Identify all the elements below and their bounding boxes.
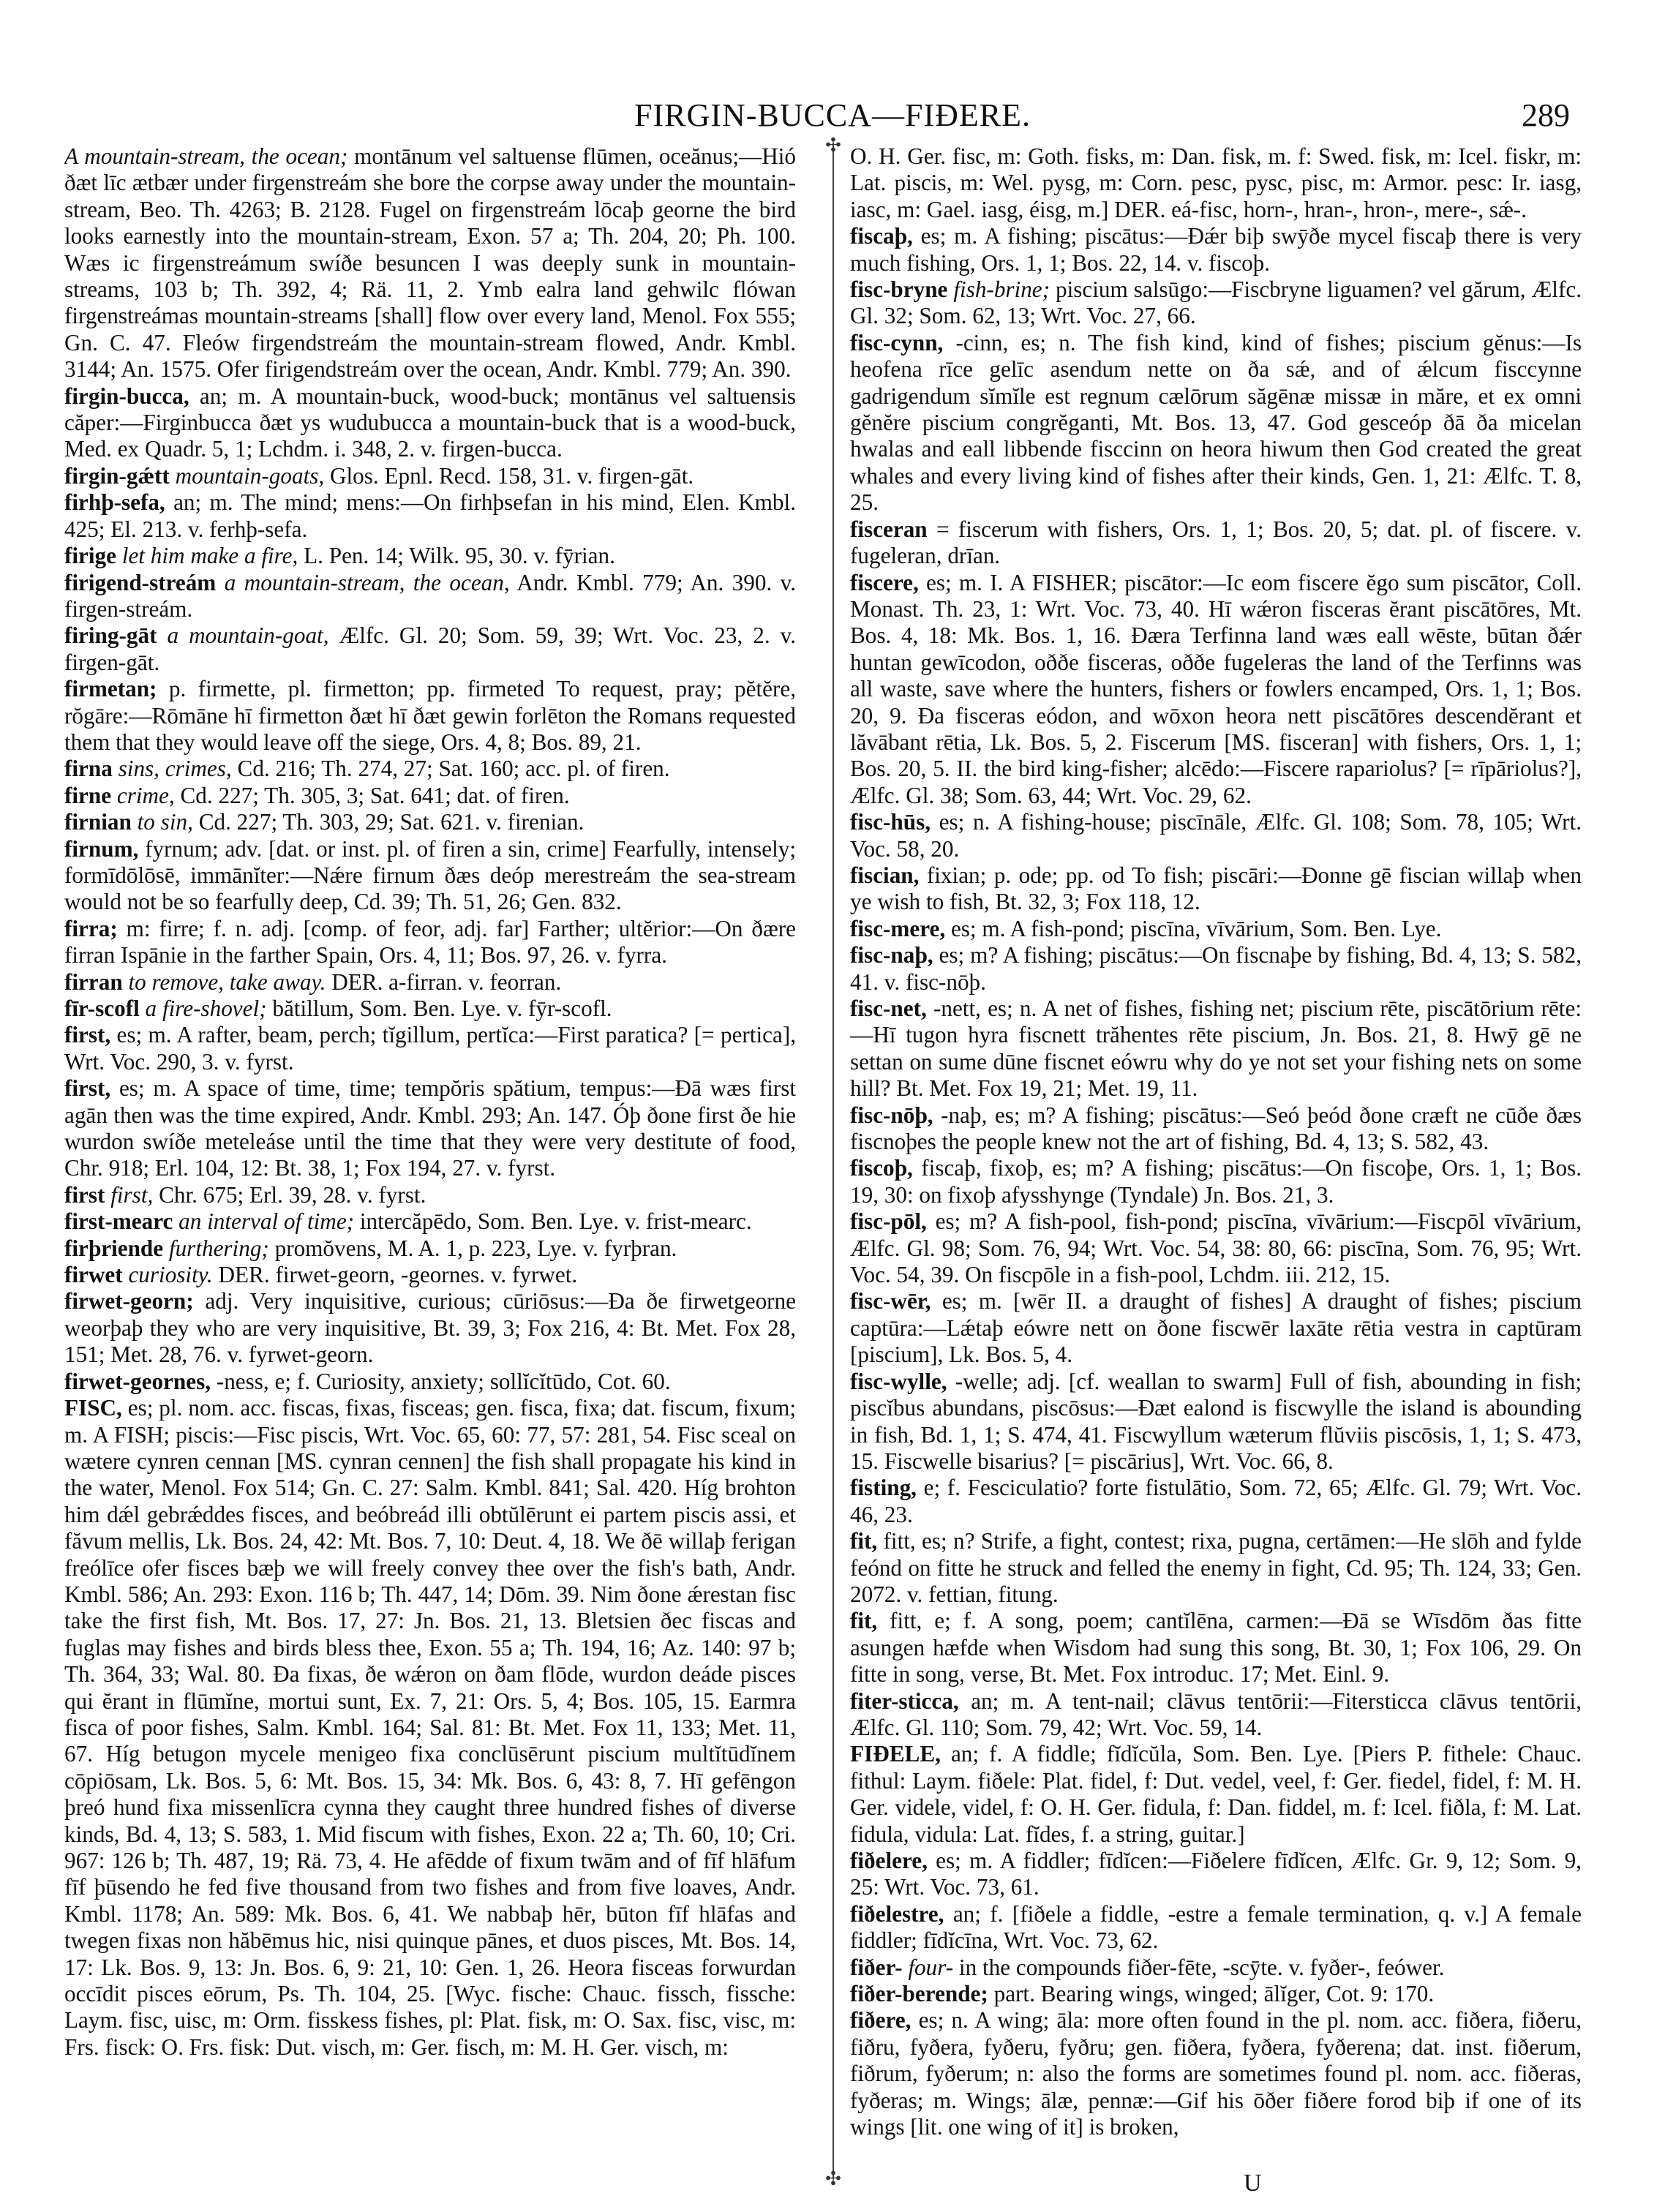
dictionary-entry: [64, 916, 796, 969]
entry-body: part. Bearing wings, winged; ālĭger, Cot. 9: 170.: [988, 1981, 1435, 2007]
divider-ornament-bottom: ✣: [825, 2168, 841, 2189]
headword: fit,: [850, 1528, 878, 1554]
dictionary-entry: [64, 836, 796, 916]
definition: crime,: [111, 782, 175, 808]
headword: firgin-bucca,: [64, 383, 189, 409]
entry-body: Cd. 227; Th. 303, 29; Sat. 621. v. firenian.: [192, 809, 585, 835]
column-divider: [832, 143, 834, 2177]
definition: furthering;: [163, 1235, 269, 1261]
headword: firran: [64, 968, 123, 995]
headword: FIÐELE,: [850, 1741, 941, 1767]
entry-body: Chr. 675; Erl. 39, 28. v. fyrst.: [153, 1181, 426, 1208]
headword: fiter-sticca,: [850, 1688, 959, 1714]
entry-body: fixian; p. ode; pp. od To fish; piscāri:—Ðonne gē fiscian willaþ when ye wish to fish, Bt. 32, 3; Fox 118, 12.: [850, 862, 1582, 915]
headword: fiðelere,: [850, 1848, 928, 1873]
running-title: FIRGIN-BUCCA—FIÐERE.: [634, 97, 1031, 133]
dictionary-entry: [850, 1475, 1582, 1528]
headword: fisc-net,: [850, 996, 927, 1021]
definition: sins, crimes,: [112, 756, 232, 782]
headword: fisc-wylle,: [850, 1368, 947, 1394]
right-column: [850, 143, 1582, 2184]
entry-body: fitt, es; n? Strife, a fight, contest; rixa, pugna, certāmen:—He slōh and fylde feónd on fitte he struck and felled the enemy in fight, Cd. 95; Th. 124, 33; Gen. 2072. v. fettian, fitung.: [850, 1528, 1582, 1607]
entry-body: es; m. A fiddler; fīdĭcen:—Fiðelere fīdĭcen, Ælfc. Gr. 9, 12; Som. 9, 25: Wrt. Voc. 73, 61.: [850, 1848, 1582, 1900]
divider-ornament-top: ✣: [825, 135, 841, 156]
dictionary-entry: [64, 1262, 796, 1288]
headword: first,: [64, 1075, 111, 1102]
dictionary-entry: [850, 276, 1582, 330]
dictionary-entry: [850, 1848, 1582, 1901]
entry-body: -naþ, es; m? A fishing; piscātus:—Seó þeód ðone cræft ne cūðe ðæs fiscnoþes the people knew not the art of fishing, Bd. 4, 13; S. 582, 43.: [850, 1102, 1582, 1155]
entry-body: in the compounds fiðer-fēte, -scȳte. v. fyðer-, feówer.: [953, 1954, 1445, 1980]
entry-body: es; m. [wēr II. a draught of fishes] A draught of fishes; piscium captūra:—Lǽtaþ eówre nett on ðone fiscwēr laxāte rētia vestra in captūram [piscium], Lk. Bos. 5, 4.: [850, 1288, 1582, 1368]
entry-body: = fiscerum with fishers, Ors. 1, 1; Bos. 20, 5; dat. pl. of fiscere. v. fugeleran, drīan.: [850, 516, 1582, 569]
dictionary-entry: [64, 1288, 796, 1368]
dictionary-entry: [850, 2007, 1582, 2140]
dictionary-entry: [850, 1901, 1582, 1955]
headword: firnian: [64, 809, 132, 835]
entry-body: es; pl. nom. acc. fiscas, fixas, fisceas; gen. fisca, fixa; dat. fiscum, fixum; m. A FISH; piscis:—Fisc piscis, Wrt. Voc. 65, 60: 77, 57: 281, 54. Fisc sceal on wætere cynren cennan [MS. cynran cennen] the fish shall propagate his kind in the water, Menol. Fox 514; Gn. C. 27: Salm. Kmbl. 841; Sal. 420. Híg brohton him dǽl gebrǽddes fisces, and beóbreád illi obtŭlērunt ei partem piscis assi, et făvum mellis, Lk. Bos. 24, 42: Mt. Bos. 7, 10: Deut. 4, 18. We ðē willaþ ferigan freólīce ofer fisces bæþ we will freely convey thee over the fish's bath, Andr. Kmbl. 586; An. 293: Exon. 116 b; Th. 447, 14; Dōm. 39. Nim ðone ǽrestan fisc take the first fish, Mt. Bos. 17, 27: Jn. Bos. 21, 13. Bletsien ðec fiscas and fuglas may fishes and birds bless thee, Exon. 55 a; Th. 194, 16; Az. 140: 97 b; Th. 364, 33; Wal. 80. Ða fixas, ðe wǽron on ðam flōde, wurdon deáde pisces qui ĕrant in flūmĭne, mortui sunt, Ex. 7, 21: Ors. 5, 4; Bos. 105, 15. Earmra fisca of poor fishes, Salm. Kmbl. 164; Sal. 81: Bt. Met. Fox 11, 133; Met. 11, 67. Híg betugon mycele menigeo fixa conclūsērunt piscium multĭtūdĭnem cōpiōsam, Lk. Bos. 5, 6: Mt. Bos. 15, 34: Mk. Bos. 6, 43: 8, 7. Hī gefēngon þreó hund fixa missenlīcra cynna they caught three hundred fishes of diverse kinds, Bd. 4, 13; S. 583, 1. Mid fiscum with fishes, Exon. 22 a; Th. 60, 10; Cri. 967: 126 b; Th. 487, 19; Rä. 73, 4. He afēdde of fixum twām and of fīf hlāfum fīf þūsendo he fed five thousand from two fishes and from five loaves, Andr. Kmbl. 1178; An. 589: Mk. Bos. 6, 41. We nabbaþ hēr, būton fīf hlāfas and twegen fixas non hăbēmus hic, nisi quinque pānes, et duos pisces, Mt. Bos. 14, 17: Lk. Bos. 9, 13: Jn. Bos. 6, 9: 21, 10: Gen. 1, 26. Heora fisceas forwurdan occīdit pisces eōrum, Ps. Th. 104, 25. [Wyc. fische: Chauc. fissch, fissche: Laym. fisc, uisc, m: Orm. fisskess fishes, pl: Plat. fisk, m: O. Sax. fisc, visc, m: Frs. fisck: O. Frs. fisk: Dut. visch, m: Ger. fisch, m: M. H. Ger. visch, m:: [64, 1395, 796, 2060]
headword: firing-gāt: [64, 622, 157, 649]
dictionary-entry: [64, 489, 796, 543]
headword: first,: [64, 1022, 111, 1048]
left-column: [64, 143, 796, 2184]
headword: fisc-wēr,: [850, 1288, 931, 1314]
dictionary-entry: [64, 996, 796, 1022]
dictionary-entry: [64, 1182, 796, 1208]
headword: firra;: [64, 915, 118, 941]
dictionary-entry: [850, 1688, 1582, 1742]
entry-body: an; m. A tent-nail; clāvus tentōrii:—Fitersticca clāvus tentōrii, Ælfc. Gl. 110; Som. 79, 42; Wrt. Voc. 59, 14.: [850, 1688, 1582, 1740]
dictionary-entry: [64, 1022, 796, 1075]
entry-body: piscium salsūgo:—Fiscbryne liguamen? vel gărum, Ælfc. Gl. 32; Som. 62, 13; Wrt. Voc. 27, 66.: [850, 276, 1582, 329]
headword: firne: [64, 782, 112, 808]
dictionary-entry: [64, 383, 796, 463]
dictionary-entry: [850, 996, 1582, 1102]
dictionary-entry: [64, 1075, 796, 1182]
headword: fiðere,: [850, 2007, 912, 2034]
entry-body: adj. Very inquisitive, curious; cūriōsus:—Ða ðe firwetgeorne weorþaþ they who are very inquisitive, Bt. 39, 3; Fox 216, 4: Bt. Met. Fox 28, 151; Met. 28, 76. v. fyrwet-georn.: [64, 1288, 796, 1368]
definition: mountain-goats,: [169, 462, 325, 489]
dictionary-entry: [850, 1528, 1582, 1608]
entry-body: -nett, es; n. A net of fishes, fishing net; piscium rēte, piscātōrium rēte:—Hī tugon hyra fiscnett trăhentes rēte piscium, Jn. Bos. 21, 8. Hwȳ gē ne settan on sume dūne fiscnet eówru why do ye not set your fishing nets on some hill? Bt. Met. Fox 19, 21; Met. 19, 11.: [850, 996, 1582, 1102]
dictionary-entry: [64, 622, 796, 676]
entry-body: Cd. 227; Th. 305, 3; Sat. 641; dat. of firen.: [174, 782, 570, 808]
page-header: [0, 97, 1665, 140]
entry-body: DER. firwet-georn, -geornes. v. fyrwet.: [212, 1262, 578, 1288]
dictionary-entry: [64, 570, 796, 623]
entry-body: p. firmette, pl. firmetton; pp. firmeted To request, pray; pĕtĕre, rŏgāre:—Rōmāne hī firmetton ðæt hī ðæt gewin forlēton the Romans requested them that they would leave off the siege, Ors. 4, 8; Bos. 89, 21.: [64, 676, 796, 755]
headword: firwet-geornes,: [64, 1368, 211, 1394]
headword: fit,: [850, 1608, 878, 1634]
dictionary-entry: [850, 942, 1582, 996]
entry-body: DER. a-firran. v. feorran.: [326, 968, 562, 995]
headword: firigend-streám: [64, 569, 217, 595]
definition: fish-brine;: [947, 276, 1051, 303]
dictionary-entry: [850, 1608, 1582, 1688]
headword: fisceran: [850, 516, 928, 542]
definition: an interval of time;: [173, 1208, 355, 1235]
entry-body: Andr. Kmbl. 779; An. 390. v. firgen-streám.: [64, 569, 796, 622]
dictionary-entry: [64, 543, 796, 569]
headword: fiscere,: [850, 569, 919, 595]
dictionary-entry: [64, 809, 796, 835]
headword: firgin-gǽtt: [64, 462, 170, 489]
dictionary-entry: [64, 783, 796, 809]
entry-body: es; n. A wing; āla: more often found in the pl. nom. acc. fiðera, fiðeru, fiðru, fyðera, fyðeru, fyðru; gen. fiðera, fyðera, fyðerena; dat. inst. fiðerum, fiðrum, fyðerum; n: also the forms are sometimes found pl. nom. acc. fiðeras, fyðeras; m. Wings; ālæ, pennæ:—Gif his ōðer fiðere forod biþ if one of its wings [lit. one wing of it] is broken,: [850, 2007, 1582, 2140]
entry-body: m: firre; f. n. adj. [comp. of feor, adj. far] Farther; ultĕrior:—On ðære firran Ispānie in the farther Spain, Ors. 4, 11; Bos. 97, 26. v. fyrra.: [64, 915, 796, 968]
entry-body: an; m. The mind; mens:—On firhþsefan in his mind, Elen. Kmbl. 425; El. 213. v. ferhþ-sefa.: [64, 489, 796, 542]
headword: firmetan;: [64, 676, 157, 702]
headword: firþriende: [64, 1235, 164, 1261]
entry-body: intercăpēdo, Som. Ben. Lye. v. frist-mearc.: [354, 1208, 752, 1235]
dictionary-entry: [850, 1155, 1582, 1208]
entry-body: Cd. 216; Th. 274, 27; Sat. 160; acc. pl. of firen.: [231, 756, 670, 782]
dictionary-entry: [850, 516, 1582, 570]
entry-body: es; m. I. A FISHER; piscātor:—Ic eom fiscere ĕgo sum piscātor, Coll. Monast. Th. 23, 1: Wrt. Voc. 73, 40. Hī wǽron fisceras ĕrant piscātōres, Mt. Bos. 4, 18: Mk. Bos. 1, 16. Ðæra Terfinna land wæs eall wēste, būtan ðǽr huntan gewīcodon, oððe fisceras, oððe fugeleras the land of the Terfinns was all waste, save where the hunters, fishers or fowlers encamped, Ors. 1, 1; Bos. 20, 9. Ða fisceras eódon, and wōxon heora nett piscātōres descendĕrant et lăvābant rētia, Lk. Bos. 5, 2. Fiscerum [MS. fisceran] with fishers, Ors. 1, 1; Bos. 20, 5. II. the bird king-fisher; alcēdo:—Fiscere rapariolus? [= rīpāriolus?], Ælfc. Gl. 38; Som. 63, 44; Wrt. Voc. 29, 62.: [850, 569, 1582, 808]
headword: first-mearc: [64, 1208, 173, 1235]
headword: fiscian,: [850, 862, 920, 888]
entry-body: -welle; adj. [cf. weallan to swarm] Full of fish, abounding in fish; piscĭbus abundans, piscōsus:—Ðæt ealond is fiscwylle the island is abounding in fish, Bd. 1, 1; S. 474, 41. Fiscwyllum wæterum flŭviis piscōsis, 1, 1; S. 473, 15. Fiscwelle bisarius? [= piscārius], Wrt. Voc. 66, 8.: [850, 1368, 1582, 1474]
entry-body: fitt, e; f. A song, poem; cantĭlēna, carmen:—Ðā se Wīsdōm ðas fitte asungen hæfde when Wisdom had sung this song, Bt. 30, 1; Fox 106, 29. On fitte in song, verse, Bt. Met. Fox introduc. 17; Met. Einl. 9.: [850, 1608, 1582, 1688]
headword: firna: [64, 756, 113, 782]
headword: fisc-hūs,: [850, 809, 931, 835]
headword: firwet: [64, 1262, 123, 1288]
definition: to sin,: [131, 809, 193, 835]
headword: first: [64, 1181, 105, 1208]
entry-body: es; m? A fish-pool, fish-pond; piscīna, vīvārium:—Fiscpōl vīvārium, Ælfc. Gl. 98; Som. 76, 94; Wrt. Voc. 54, 38: 80, 66: piscīna, Som. 76, 95; Wrt. Voc. 54, 39. On fiscpōle in a fish-pool, Lchdm. iii. 212, 15.: [850, 1208, 1582, 1288]
entry-body: promŏvens, M. A. 1, p. 223, Lye. v. fyrþran.: [268, 1235, 677, 1261]
dictionary-entry: [64, 756, 796, 782]
headword: fiscoþ,: [850, 1155, 913, 1181]
dictionary-entry: [64, 969, 796, 996]
dictionary-entry: [850, 1741, 1582, 1848]
headword: firwet-georn;: [64, 1288, 194, 1314]
entry-body: es; m. A rafter, beam, perch; tĭgillum, pertĭca:—First paratica? [= pertica], Wrt. Voc. 290, 3. v. fyrst.: [64, 1022, 796, 1075]
dictionary-entry: [850, 809, 1582, 862]
dictionary-entry: [64, 1395, 796, 2061]
headword: FISC,: [64, 1395, 122, 1421]
definition: a mountain-stream, the ocean,: [216, 569, 510, 595]
definition: let him make a fire,: [116, 543, 298, 569]
dictionary-entry: [64, 1369, 796, 1395]
definition: a mountain-goat,: [157, 622, 329, 649]
dictionary-entry: [64, 143, 796, 383]
dictionary-entry: [850, 1981, 1582, 2007]
entry-body: fyrnum; adv. [dat. or inst. pl. of firen a sin, crime] Fearfully, intensely; formīdōlōsē, immānĭter:—Nǽre firnum ðæs deóp merestreám the sea-stream would not be so fearfully deep, Cd. 39; Th. 51, 26; Gen. 832.: [64, 835, 796, 915]
dictionary-entry: [850, 916, 1582, 942]
entry-body: fiscaþ, fixoþ, es; m? A fishing; piscātus:—On fiscoþe, Ors. 1, 1; Bos. 19, 30: on fixoþ afysshynge (Tyndale) Jn. Bos. 21, 3.: [850, 1155, 1582, 1208]
dictionary-entry: [850, 143, 1582, 223]
entry-body: O. H. Ger. fisc, m: Goth. fisks, m: Dan. fisk, m. f: Swed. fisk, m: Icel. fiskr, m: Lat. piscis, m: Wel. pysg, m: Corn. pesc, pysc, pisc, m: Armor. pesc: Ir. iasg, iasc, m: Gael. iasg, éisg, m.] DER. eá-fisc, horn-, hran-, hron-, mere-, sǽ-.: [850, 143, 1582, 222]
dictionary-entry: [850, 330, 1582, 516]
headword: firnum,: [64, 835, 139, 862]
headword: fisc-mere,: [850, 915, 946, 941]
headword: fīr-scofl: [64, 996, 140, 1021]
entry-body: es; m. A fish-pond; piscīna, vīvārium, Som. Ben. Lye.: [945, 915, 1442, 941]
definition: curiosity.: [122, 1262, 213, 1288]
entry-body: bătillum, Som. Ben. Lye. v. fȳr-scofl.: [266, 996, 612, 1021]
headword: fisc-nōþ,: [850, 1102, 933, 1128]
dictionary-entry: [850, 1288, 1582, 1368]
definition: to remove, take away.: [122, 968, 326, 995]
definition: first,: [105, 1181, 154, 1208]
headword: fisc-cynn,: [850, 329, 944, 356]
headword: fiðer-: [850, 1954, 903, 1980]
entry-body: es; m? A fishing; piscātus:—On fiscnaþe by fishing, Bd. 4, 13; S. 582, 41. v. fisc-nōþ.: [850, 942, 1582, 995]
entry-body: an; f. A fiddle; fĭdĭcŭla, Som. Ben. Lye. [Piers P. fithele: Chauc. fithul: Laym. fiðele: Plat. fidel, f: Dut. vedel, veel, f: Ger. fiedel, fidel, f: M. H. Ger. videle, videl, f: O. H. Ger. fidula, f: Dan. fiddel, m. f: Icel. fiðla, f: M. Lat. fidula, vidula: Lat. fĭdes, f. a string, guitar.]: [850, 1741, 1582, 1847]
headword: fisc-bryne: [850, 276, 948, 303]
entry-body: L. Pen. 14; Wilk. 95, 30. v. fȳrian.: [298, 543, 615, 569]
dictionary-entry: [850, 1102, 1582, 1156]
dictionary-entry: [850, 1369, 1582, 1475]
headword: firhþ-sefa,: [64, 489, 165, 516]
dictionary-entry: [850, 223, 1582, 276]
headword: fiscaþ,: [850, 223, 913, 249]
definition: A mountain-stream, the ocean;: [64, 143, 348, 169]
headword: fiðelestre,: [850, 1900, 944, 1927]
dictionary-entry: [850, 1208, 1582, 1288]
signature-mark: U: [1244, 2170, 1262, 2197]
entry-body: Ælfc. Gl. 20; Som. 59, 39; Wrt. Voc. 23, 2. v. firgen-gāt.: [64, 622, 796, 675]
entry-body: es; m. A fishing; piscātus:—Ðǽr biþ swȳðe mycel fiscaþ there is very much fishing, Ors. 1, 1; Bos. 22, 14. v. fiscoþ.: [850, 223, 1582, 276]
dictionary-entry: [850, 1955, 1582, 1981]
entry-body: e; f. Fesciculatio? forte fistulātio, Som. 72, 65; Ælfc. Gl. 79; Wrt. Voc. 46, 23.: [850, 1475, 1582, 1527]
entry-body: Glos. Epnl. Recd. 158, 31. v. firgen-gāt.: [324, 462, 694, 489]
dictionary-entry: [64, 676, 796, 756]
definition: a fire-shovel;: [139, 996, 267, 1021]
headword: fisting,: [850, 1475, 917, 1501]
entry-body: es; n. A fishing-house; piscīnāle, Ælfc. Gl. 108; Som. 78, 105; Wrt. Voc. 58, 20.: [850, 809, 1582, 862]
headword: fisc-pōl,: [850, 1208, 927, 1235]
entry-body: -ness, e; f. Curiosity, anxiety; sollĭcĭtūdo, Cot. 60.: [211, 1368, 671, 1394]
entry-body: an; m. A mountain-buck, wood-buck; montānus vel saltuensis căper:—Firginbucca ðæt ys wudubucca a mountain-buck that is a wood-buck, Med. ex Quadr. 5, 1; Lchdm. i. 348, 2. v. firgen-bucca.: [64, 383, 796, 462]
entry-body: montānum vel saltuense flūmen, oceănus;—Hió ðæt līc ætbær under firgenstreám she bore the corpse away under the mountain-stream, Beo. Th. 4263; B. 2128. Fugel on firgenstreám lōcaþ georne the bird looks earnestly into the mountain-stream, Exon. 57 a; Th. 204, 20; Ph. 100. Wæs ic firgenstreámum swíðe besuncen I was deeply sunk in mountain-streams, 103 b; Th. 392, 4; Rä. 11, 2. Ymb ealra land gehwilc flówan firgenstreámas mountain-streams [shall] flow over every land, Menol. Fox 555; Gn. C. 47. Fleów firgendstreám the mountain-stream flowed, Andr. Kmbl. 3144; An. 1575. Ofer firigendstreám over the ocean, Andr. Kmbl. 779; An. 390.: [64, 143, 796, 383]
dictionary-entry: [64, 1235, 796, 1262]
dictionary-entry: [64, 1208, 796, 1235]
dictionary-entry: [64, 463, 796, 489]
page-number: 289: [1522, 97, 1570, 133]
entry-body: es; m. A space of time, time; tempŏris spătium, tempus:—Ðā wæs first agān then was the time expired, Andr. Kmbl. 293; An. 147. Óþ ðone first ðe hie wurdon swíðe meteleáse until the time that they were very destitute of food, Chr. 918; Erl. 104, 12: Bt. 38, 1; Fox 194, 27. v. fyrst.: [64, 1075, 796, 1181]
dictionary-entry: [850, 570, 1582, 810]
headword: firige: [64, 543, 116, 569]
headword: fiðer-berende;: [850, 1981, 988, 2007]
dictionary-entry: [850, 862, 1582, 916]
definition: four-: [902, 1954, 954, 1980]
headword: fisc-naþ,: [850, 942, 933, 968]
entry-body: an; f. [fiðele a fiddle, -estre a female termination, q. v.] A female fiddler; fīdĭcīna, Wrt. Voc. 73, 62.: [850, 1900, 1582, 1954]
entry-body: -cinn, es; n. The fish kind, kind of fishes; piscium gĕnus:—Is heofena rīce gelīc asendum nette on ða sǽ, and of ǽlcum fisccynne gadrigendum sĭmĭle est regnum cælōrum săgēnæ missæ in măre, et ex omni gĕnĕre piscium congrĕganti, Mt. Bos. 13, 47. God gesceóp ðā ða micelan hwalas and eall libbende fisccinn on heora hiwum then God created the great whales and every living kind of fishes after their kinds, Gen. 1, 21: Ælfc. T. 8, 25.: [850, 329, 1582, 516]
